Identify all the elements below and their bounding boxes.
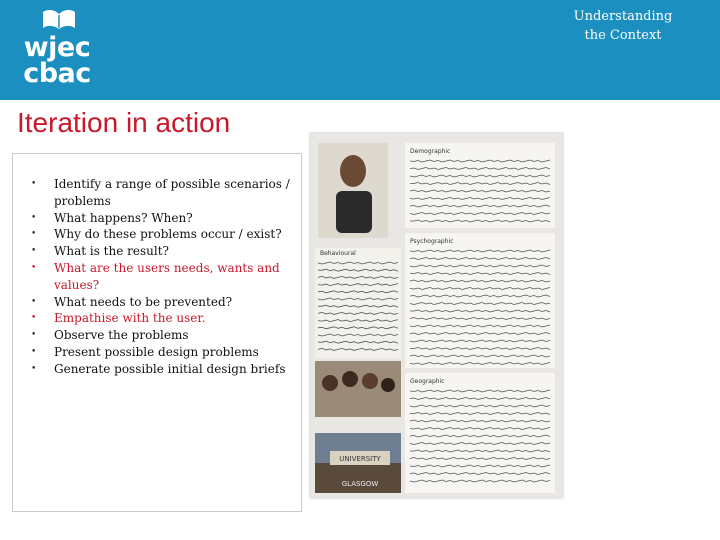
logo-text-cbac: cbac — [23, 58, 91, 89]
heading-2: Psychographic — [410, 238, 454, 245]
bullet-marker: • — [31, 179, 37, 189]
slide-title: Iteration in action — [17, 107, 231, 138]
bullet-marker: • — [31, 212, 37, 223]
section-label-line2: the Context — [584, 28, 662, 43]
section-label-line1: Understanding — [573, 9, 673, 24]
bullet-marker: • — [31, 346, 37, 357]
bullet-text: Why do these problems occur / exist? — [54, 227, 282, 242]
bullet-text: Present possible design problems — [54, 344, 259, 359]
header-bar — [0, 0, 720, 100]
bullet-marker: • — [31, 330, 37, 341]
bullet-text: What are the users needs, wants and values? — [54, 260, 280, 292]
bullet-item — [31, 327, 291, 344]
bullet-item — [31, 310, 291, 327]
bullet-marker: • — [31, 363, 37, 374]
sign-text-1: UNIVERSITY — [339, 455, 381, 463]
sign-text-2: GLASGOW — [341, 480, 379, 488]
bullet-item — [31, 294, 291, 311]
bullet-marker: • — [31, 313, 37, 324]
bullet-marker: • — [31, 296, 37, 307]
bullet-marker: • — [31, 246, 37, 257]
bullet-text: What happens? When? — [54, 210, 193, 225]
heading-1: Demographic — [410, 148, 451, 155]
bullet-marker: • — [31, 262, 37, 273]
bullet-text: Generate possible initial design briefs — [54, 361, 286, 376]
bullet-text: Identify a range of possible scenarios / problems — [54, 177, 290, 208]
bullet-list — [31, 176, 291, 378]
bullet-text: What is the result? — [54, 244, 169, 259]
worksheet-image — [310, 133, 563, 498]
bullet-marker: • — [31, 229, 37, 240]
bullet-item — [31, 226, 291, 243]
bullet-item — [31, 243, 291, 260]
bullet-item — [31, 260, 291, 294]
bullet-text: What needs to be prevented? — [54, 294, 233, 309]
bullet-item — [31, 210, 291, 227]
worksheet-photo — [310, 133, 563, 498]
logo-text-wjec: wjec — [23, 32, 91, 63]
bullet-text: Empathise with the user. — [54, 311, 206, 326]
bullet-item — [31, 344, 291, 361]
bullet-text: Observe the problems — [54, 328, 189, 343]
bullet-item — [31, 176, 291, 210]
heading-4: Geographic — [410, 378, 445, 385]
bullet-panel — [12, 153, 302, 512]
heading-3: Behavioural — [320, 250, 356, 257]
section-label — [558, 7, 688, 45]
wjec-logo — [20, 6, 94, 90]
bullet-item — [31, 361, 291, 378]
open-book-icon — [42, 8, 76, 30]
